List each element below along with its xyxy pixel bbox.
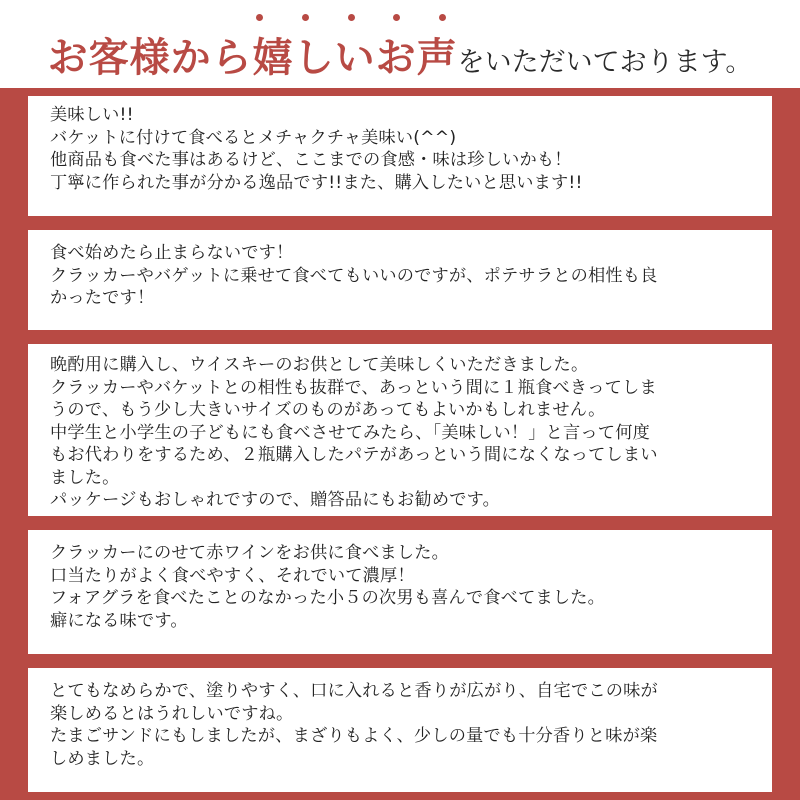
review-line: 他商品も食べた事はあるけど、ここまでの食感・味は珍しいかも！ xyxy=(50,150,572,170)
review-card xyxy=(28,96,772,216)
reviews-panel xyxy=(0,88,800,800)
review-line: かったです！ xyxy=(50,288,155,308)
review-card xyxy=(28,230,772,330)
title-main: お客様から嬉しいお声 xyxy=(47,34,458,81)
review-line: クラッカーにのせて赤ワインをお供に食べました。 xyxy=(50,543,450,563)
emphasis-dot xyxy=(302,14,309,21)
review-line: しめました。 xyxy=(50,748,155,769)
review-line: 美味しい!! xyxy=(50,105,134,125)
review-line: 癖になる味です。 xyxy=(50,610,188,631)
review-line: とてもなめらかで、塗りやすく、口に入れると香りが広がり、自宅でこの味が xyxy=(50,681,658,701)
review-line: クラッカーやバケットとの相性も抜群で、あっという間に１瓶食べきってしま xyxy=(50,377,657,398)
review-line: もお代わりをするため、２瓶購入したパテがあっという間になくなってしまい xyxy=(50,445,658,465)
title-sub: をいただいております。 xyxy=(457,47,753,78)
review-line: うので、もう少し大きいサイズのものがあってもよいかもしれません。 xyxy=(50,400,606,420)
review-line: クラッカーやバゲットに乗せて食べてもいいのですが、ポテサラとの相性も良 xyxy=(50,265,658,286)
review-card xyxy=(28,530,772,654)
review-line: バケットに付けて食べるとメチャクチャ美味い(^^) xyxy=(50,127,457,148)
emphasis-dot xyxy=(256,14,263,21)
emphasis-dot xyxy=(439,14,446,21)
emphasis-dots xyxy=(256,14,446,21)
review-line: 丁寧に作られた事が分かる逸品です!!また、購入したいと思います!! xyxy=(50,172,583,193)
review-card xyxy=(28,344,772,516)
review-line: たまごサンドにもしましたが、まざりもよく、少しの量でも十分香りと味が楽 xyxy=(50,726,658,746)
review-line: 晩酌用に購入し、ウイスキーのお供として美味しくいただきました。 xyxy=(50,355,589,375)
emphasis-dot xyxy=(348,14,355,21)
review-line: 食べ始めたら止まらないです！ xyxy=(50,243,294,263)
review-line: ました。 xyxy=(50,467,120,488)
review-card xyxy=(28,668,772,792)
review-line: 中学生と小学生の子どもにも食べさせてみたら、「美味しい！」と言って何度 xyxy=(50,422,650,443)
page-title xyxy=(0,26,800,83)
review-line: パッケージもおしゃれですので、贈答品にもお勧めです。 xyxy=(50,490,501,510)
review-line: フォアグラを食べたことのなかった小５の次男も喜んで食べてました。 xyxy=(50,588,606,608)
header xyxy=(0,0,800,88)
review-line: 楽しめるとはうれしいですね。 xyxy=(50,703,294,724)
emphasis-dot xyxy=(393,14,400,21)
review-line: 口当たりがよく食べやすく、それでいて濃厚！ xyxy=(50,565,415,586)
